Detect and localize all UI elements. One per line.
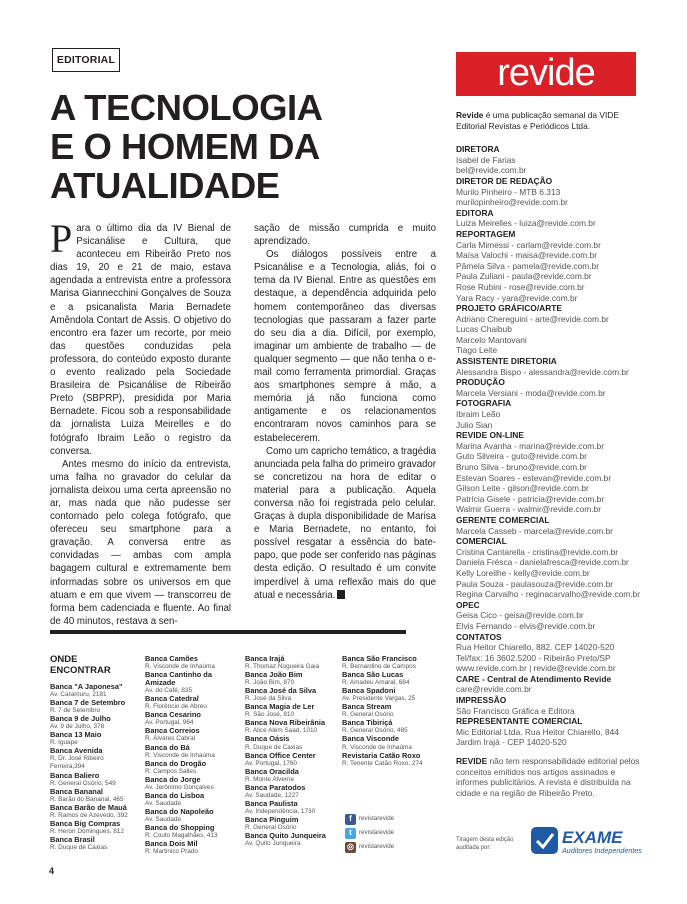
- article-paragraph: Antes mesmo do início da entrevista, uma falha no gravador do celular da jornalista deixou uma certa apreensão no ar, mas nada que não pudesse ser contornado pelo colega fotógrafo, que ofereceu seu smartphone para a gravação. A conversa entre as convidadas — ambas com ampla bagagem cultural e extremamente bem informadas sobre os universos em que atuam e em que vivem — transcorreu de forma bem cadenciada e fluente. Ao final de 40 minutos, restava a sen-: [50, 458, 231, 627]
- banca-item: [245, 735, 340, 751]
- banca-item: [145, 760, 240, 776]
- masthead-line: care@revide.com.br: [456, 684, 532, 695]
- social-facebook[interactable]: [345, 812, 394, 826]
- banca-address: R. General Osório, 485: [342, 727, 408, 735]
- article-column-1: [50, 216, 231, 628]
- banca-name: Banca Camões: [145, 654, 198, 663]
- masthead-line: Bruno Silva - bruno@revide.com.br: [456, 462, 587, 472]
- social-handle: revistarevide: [359, 843, 395, 850]
- bancas-column-3: [245, 655, 340, 848]
- banca-name: Banca Stream: [342, 702, 392, 712]
- banca-address: R. Barão do Bananal, 465: [50, 795, 124, 803]
- headline: [50, 88, 350, 205]
- masthead-role: IMPRESSÃO: [456, 695, 507, 706]
- banca-address: Av. Saudade, 1227: [245, 791, 299, 799]
- masthead-role: EDITORA: [456, 207, 494, 218]
- banca-item: [50, 699, 135, 715]
- masthead-line: Julio Sian: [456, 419, 493, 430]
- banca-item: [50, 747, 135, 771]
- banca-address: R. José da Silva: [245, 695, 292, 703]
- masthead-role: DIRETORA: [456, 144, 500, 155]
- banca-name: Banca Nova Ribeirânia: [245, 718, 326, 728]
- masthead-role: CONTATOS: [456, 631, 502, 642]
- social-twitter[interactable]: [345, 826, 394, 840]
- svg-text:revide: revide: [497, 52, 595, 94]
- banca-name: Banca Catedral: [145, 694, 199, 704]
- masthead-line: murilopinheiro@revide.com.br: [456, 197, 568, 208]
- banca-item: [145, 727, 240, 743]
- banca-name: Banca do Napoleão: [145, 806, 214, 816]
- revide-logo-mark: [456, 52, 636, 96]
- article-paragraph: Para o último dia da IV Bienal de Psicanálise e Cultura, que aconteceu em Ribeirão Preto nos dias 19, 20 e 21 de maio, estava agendada a entrevista entre a professora Marisa Giannecchini Gonçalves de Souza e a psicanalista Maria Bernadete Amêndola Contart de Assis. O objetivo do encontro era fazer um recorte, por meio das questões conduzidas pela professora, do conteúdo exposto durante o evento realizado pela Sociedade Brasileira de Psicanálise de Ribeirão Preto (SBPRP), presidida por Maria Bernadete. Ficou sob a responsabilidade da jornalista Luiza Meirelles e do fotógrafo Ibraim Leão o registro da conversa.: [50, 216, 231, 457]
- masthead-line: Marcela Casseb - marcela@revide.com.br: [456, 525, 613, 536]
- banca-name: Banca João Bim: [245, 670, 303, 680]
- masthead-line: Luiza Meirelles - luiza@revide.com.br: [456, 218, 596, 229]
- masthead-line: Isabel de Farias: [456, 154, 516, 165]
- social-handle: revistarevide: [359, 815, 395, 822]
- onde-encontrar-heading: ONDE ENCONTRAR: [50, 654, 111, 676]
- masthead-role: REPRESENTANTE COMERCIAL: [456, 716, 583, 727]
- banca-name: Banca Tibiriçá: [342, 718, 393, 728]
- banca-item: [145, 655, 240, 671]
- banca-name: Banca 13 Maio: [50, 730, 102, 740]
- masthead-intro: Revide é uma publicação semanal da VIDE Editorial Revistas e Periódicos Ltda.: [456, 110, 619, 131]
- banca-name: Banca do Drogão: [145, 758, 207, 768]
- article-paragraph: Os diálogos possíveis entre a Psicanálise e a Tecnologia, aliás, foi o tema da IV Bienal. Entre as questões em destaque, a dependência adquirida pelo homem contemporâneo das diversas tecnologias que passaram a fazer parte do seu dia a dia. Difícil, por exemplo, imaginar um ambiente de trabalho — de qualquer segmento — que não tenha o e-mail como ferramenta primordial. Graças aos smartphones sempre à mão, a memória já não funciona como antigamente e os relacionamentos encontraram novos caminhos para se estabelecerem.: [254, 249, 436, 444]
- banca-address: Av. Caramuru, 2181: [50, 691, 107, 699]
- banca-item: [342, 671, 437, 687]
- banca-address: R. Visconde de Inhaúma: [145, 663, 215, 671]
- banca-name: Banca do Bá: [145, 742, 190, 752]
- banca-name: Banca Paulista: [245, 798, 298, 808]
- banca-item: [245, 655, 340, 671]
- banca-address: R. Bernardino de Campos: [342, 663, 416, 671]
- banca-name: Banca São Francisco: [342, 654, 417, 663]
- banca-item: [50, 731, 135, 747]
- masthead-line: São Francisco Gráfica e Editora: [456, 705, 575, 716]
- banca-item: [342, 752, 437, 768]
- masthead-line: Tiago Leite: [456, 345, 498, 356]
- banca-address: R. Visconde de Inhaúma: [342, 743, 412, 751]
- masthead-line: Jardim Irajá - CEP 14020-520: [456, 737, 567, 748]
- social-handle: revistarevide: [359, 829, 395, 836]
- banca-address: R. Heron Domingues, 812: [50, 827, 124, 835]
- banca-address: R. São José, 810: [245, 711, 295, 719]
- banca-address: R. Amadeu Amaral, 684: [342, 679, 410, 687]
- banca-name: Banca Dois Mil: [145, 839, 198, 849]
- article-paragraph: Como um capricho temático, a tragédia anunciada pela falha do primeiro gravador se concretizou na hora de editar o material para a publicação. Aquela conversa não foi registrada pelo celular. Graças à dupla disponibilidade de Marisa e Maria Bernadete, no entanto, foi possível resgatar a essência do bate-papo, que pode ser conferido nas páginas desta edição. O resultado é um convite imperdível à uma reflexão mais do que atual e necessária.: [254, 445, 436, 601]
- banca-item: [145, 808, 240, 824]
- masthead-line: Lucas Chaibub: [456, 324, 512, 335]
- banca-address: R. Ramos de Azevedo, 392: [50, 811, 128, 819]
- banca-name: Banca Oracilda: [245, 766, 299, 776]
- banca-address: R. Álvares Cabral: [145, 735, 196, 743]
- masthead-line: Maísa Valochi - maisa@revide.com.br: [456, 250, 597, 261]
- banca-item: [145, 824, 240, 840]
- banca-item: [50, 788, 135, 804]
- article-paragraph: sação de missão cumprida e muito aprendizado.: [254, 223, 436, 248]
- section-tag: EDITORIAL: [52, 48, 120, 72]
- masthead-role: PRODUÇÃO: [456, 377, 505, 388]
- banca-address: R. General Osório: [342, 711, 394, 719]
- masthead-line: Yara Racy - yara@revide.com.br: [456, 292, 578, 303]
- masthead-line: Geisa Cico - geisa@revide.com.br: [456, 610, 584, 621]
- banca-item: [245, 752, 340, 768]
- banca-item: [245, 687, 340, 703]
- banca-address: R. Tenente Catão Roxo, 274: [342, 759, 423, 767]
- tiragem-note: Tiragem desta edição auditada por:: [456, 837, 514, 851]
- banca-name: Banca do Lisboa: [145, 790, 205, 800]
- masthead-line: Marcela Versiani - moda@revide.com.br: [456, 387, 606, 398]
- banca-address: R. Thomaz Nogueira Gaia: [245, 663, 320, 671]
- social-instagram[interactable]: [345, 840, 394, 854]
- banca-item: [342, 687, 437, 703]
- banca-name: Banca Magia de Ler: [245, 702, 315, 712]
- banca-name: Banca Irajá: [245, 654, 285, 663]
- masthead-line: Carla Mimessi - carlam@revide.com.br: [456, 239, 601, 250]
- banca-address: R. 7 de Setembro: [50, 707, 101, 715]
- revide-logo: [456, 52, 636, 96]
- masthead-role: OPEC: [456, 599, 480, 610]
- masthead-line: Adriano Chereguini - arte@revide.com.br: [456, 313, 609, 324]
- banca-item: [50, 683, 135, 699]
- banca-name: Banca Cantinho da Amizade: [145, 670, 212, 688]
- banca-address: Av. Portugal, 964: [145, 719, 194, 727]
- banca-item: [342, 655, 437, 671]
- masthead-line: Alessandra Bispo - alessandra@revide.com.br: [456, 366, 629, 377]
- masthead-line: Murilo Pinheiro - MTB 6.313: [456, 186, 561, 197]
- end-mark-icon: [337, 590, 345, 599]
- masthead-line: Paula Souza - paulasouza@revide.com.br: [456, 578, 614, 589]
- banca-item: [245, 800, 340, 816]
- masthead-role: DIRETOR DE REDAÇÃO: [456, 175, 553, 186]
- banca-address: R. Monte Alverne: [245, 775, 295, 783]
- masthead-line: Rua Heitor Chiarello, 882. CEP 14020-520: [456, 642, 615, 653]
- banca-address: R. Duque de Caxias: [50, 843, 108, 851]
- banca-address: R. Iguape: [50, 739, 78, 747]
- masthead-role: GERENTE COMERCIAL: [456, 514, 550, 525]
- masthead-line: Patrícia Gisele - patricia@revide.com.br: [456, 493, 605, 504]
- masthead-line: www.revide.com.br | revide@revide.com.br: [456, 663, 616, 674]
- masthead-line: Marcelo Mantovani: [456, 334, 527, 345]
- banca-address: Av. Presidente Vargas, 25: [342, 695, 416, 703]
- exame-subtitle: Auditores Independentes: [562, 846, 642, 855]
- banca-name: Banca Pinguim: [245, 814, 299, 824]
- masthead-line: Kelly Loreilhe - kelly@revide.com.br: [456, 567, 590, 578]
- masthead-line: Ibraim Leão: [456, 409, 501, 420]
- divider-rule: [50, 630, 406, 634]
- article-column-2: [254, 222, 436, 602]
- banca-address: R. Alice Além Saad, 1010: [245, 727, 318, 735]
- masthead-line: Paula Zuliani - paula@revide.com.br: [456, 271, 592, 282]
- masthead-line: Gilson Leite - gilson@revide.com.br: [456, 483, 589, 494]
- banca-item: [245, 768, 340, 784]
- masthead-role: REVIDE ON-LINE: [456, 430, 524, 441]
- drop-cap: P: [50, 216, 73, 261]
- headline-line: ATUALIDADE: [50, 165, 280, 206]
- twitter-icon: t: [345, 828, 356, 839]
- banca-item: [50, 804, 135, 820]
- banca-name: Banca Oásis: [245, 734, 290, 744]
- banca-name: Banca Office Center: [245, 750, 316, 760]
- banca-address: R. Dr. José Ribeiro Ferreira,394: [50, 755, 104, 771]
- bancas-column-4: [342, 655, 437, 768]
- banca-item: [145, 695, 240, 711]
- banca-item: [342, 735, 437, 751]
- page-number: 4: [49, 866, 55, 876]
- masthead-line: Guto Silveira - guto@revide.com.br: [456, 451, 587, 462]
- masthead-credits: [456, 144, 646, 748]
- banca-item: [145, 792, 240, 808]
- banca-address: R. General Osório: [245, 823, 297, 831]
- banca-item: [245, 816, 340, 832]
- banca-name: Banca Avenida: [50, 746, 103, 756]
- banca-item: [50, 820, 135, 836]
- banca-item: [50, 772, 135, 788]
- disclaimer: REVIDE não tem responsabilidade editorial pelos conceitos emitidos nos artigos assinados e informes publicitários. A revista é distribuída na cidade e na região de Ribeirão Preto.: [456, 756, 640, 798]
- banca-address: R. Campos Salles: [145, 767, 197, 775]
- banca-item: [245, 703, 340, 719]
- banca-item: [145, 711, 240, 727]
- masthead-line: Cristina Cantarella - cristina@revide.com.br: [456, 546, 619, 557]
- banca-item: [245, 784, 340, 800]
- exame-logo: [531, 826, 661, 856]
- headline-line: E O HOMEM DA: [50, 126, 320, 167]
- banca-name: Banca Barão de Mauá: [50, 802, 127, 812]
- banca-name: Banca 7 de Setembro: [50, 698, 126, 708]
- masthead-role: ASSISTENTE DIRETORIA: [456, 356, 557, 367]
- banca-address: Av. 9 de Julho, 378: [50, 723, 105, 731]
- headline-line: A TECNOLOGIA: [50, 87, 323, 128]
- banca-name: Banca Visconde: [342, 734, 399, 744]
- banca-address: R. Couto Magalhães, 413: [145, 832, 218, 840]
- banca-item: [245, 671, 340, 687]
- masthead-line: Elvis Fernando - elvis@revide.com.br: [456, 620, 596, 631]
- banca-name: Banca do Shopping: [145, 822, 215, 832]
- banca-address: Av. Independência, 1730: [245, 807, 316, 815]
- banca-name: Banca Quito Junqueira: [245, 831, 326, 841]
- banca-item: [145, 776, 240, 792]
- banca-item: [245, 832, 340, 848]
- masthead-line: Tel/fax: 16 3602.5200 - Ribeirão Preto/SP: [456, 652, 611, 663]
- banca-address: R. General Osório, 549: [50, 779, 116, 787]
- banca-item: [145, 840, 240, 856]
- banca-item: [50, 836, 135, 852]
- banca-item: [245, 719, 340, 735]
- facebook-icon: f: [345, 814, 356, 825]
- banca-address: Av. Jerônimo Gonçalves: [145, 783, 214, 791]
- masthead-line: Regina Carvalho - reginacarvalho@revide.com.br: [456, 589, 640, 600]
- masthead: [456, 110, 646, 798]
- banca-address: R. Visconde de Inhaúma: [145, 751, 215, 759]
- exame-badge-icon: [531, 827, 558, 854]
- masthead-line: Daniela Frésca - danielafresca@revide.com.br: [456, 557, 629, 568]
- banca-address: R. João Bim, 870: [245, 679, 295, 687]
- masthead-line: Pâmela Silva - pamela@revide.com.br: [456, 260, 600, 271]
- banca-name: Banca São Lucas: [342, 670, 404, 680]
- masthead-line: Walmir Guerra - walmir@revide.com.br: [456, 504, 601, 515]
- banca-name: Banca José da Silva: [245, 686, 317, 696]
- masthead-role: PROJETO GRÁFICO/ARTE: [456, 303, 562, 314]
- banca-address: R. Florêncio de Abreu: [145, 703, 207, 711]
- banca-name: Banca Big Compras: [50, 818, 121, 828]
- banca-item: [50, 715, 135, 731]
- banca-address: Av. Saudade: [145, 815, 182, 823]
- bancas-column-2: [145, 655, 240, 856]
- banca-address: R. Duque de Caxias: [245, 743, 303, 751]
- banca-name: Banca Cesarino: [145, 710, 201, 720]
- banca-item: [145, 744, 240, 760]
- banca-item: [145, 671, 240, 695]
- banca-name: Revistaria Catão Roxo: [342, 750, 421, 760]
- masthead-role: REPORTAGEM: [456, 228, 516, 239]
- banca-name: Banca Bananal: [50, 786, 103, 796]
- banca-name: Banca do Jorge: [145, 774, 201, 784]
- banca-address: Av. do Café, 835: [145, 687, 193, 695]
- banca-name: Banca Spadoni: [342, 686, 396, 696]
- instagram-icon: ◎: [345, 842, 356, 853]
- banca-name: Banca "A Japonesa": [50, 682, 123, 691]
- banca-name: Banca Paratodos: [245, 782, 306, 792]
- masthead-line: bel@revide.com.br: [456, 165, 527, 176]
- masthead-line: Mic Editorial Ltda. Rua Heitor Chiarello, 844: [456, 726, 619, 737]
- masthead-line: Estevan Soares - estevan@revide.com.br: [456, 472, 612, 483]
- banca-address: R. Martinico Prado: [145, 848, 198, 856]
- banca-item: [342, 703, 437, 719]
- masthead-line: Rose Rubini - rose@revide.com.br: [456, 281, 585, 292]
- bancas-column-1: [50, 683, 135, 852]
- social-links: [345, 812, 394, 854]
- masthead-role: FOTOGRAFIA: [456, 398, 512, 409]
- banca-name: Banca Correios: [145, 726, 200, 736]
- banca-address: Av. Saudade: [145, 799, 182, 807]
- banca-item: [342, 719, 437, 735]
- masthead-role: COMERCIAL: [456, 536, 507, 547]
- banca-address: Av. Quito Junqueira: [245, 840, 301, 848]
- masthead-line: Marina Avanha - marina@revide.com.br: [456, 440, 604, 451]
- banca-name: Banca Brasil: [50, 834, 95, 844]
- banca-name: Banca Baliero: [50, 770, 100, 780]
- banca-address: Av. Portugal, 1760: [245, 759, 297, 767]
- masthead-role: CARE - Central de Atendimento Revide: [456, 673, 612, 684]
- exame-title: EXAME: [562, 828, 623, 847]
- banca-name: Banca 9 de Julho: [50, 714, 111, 724]
